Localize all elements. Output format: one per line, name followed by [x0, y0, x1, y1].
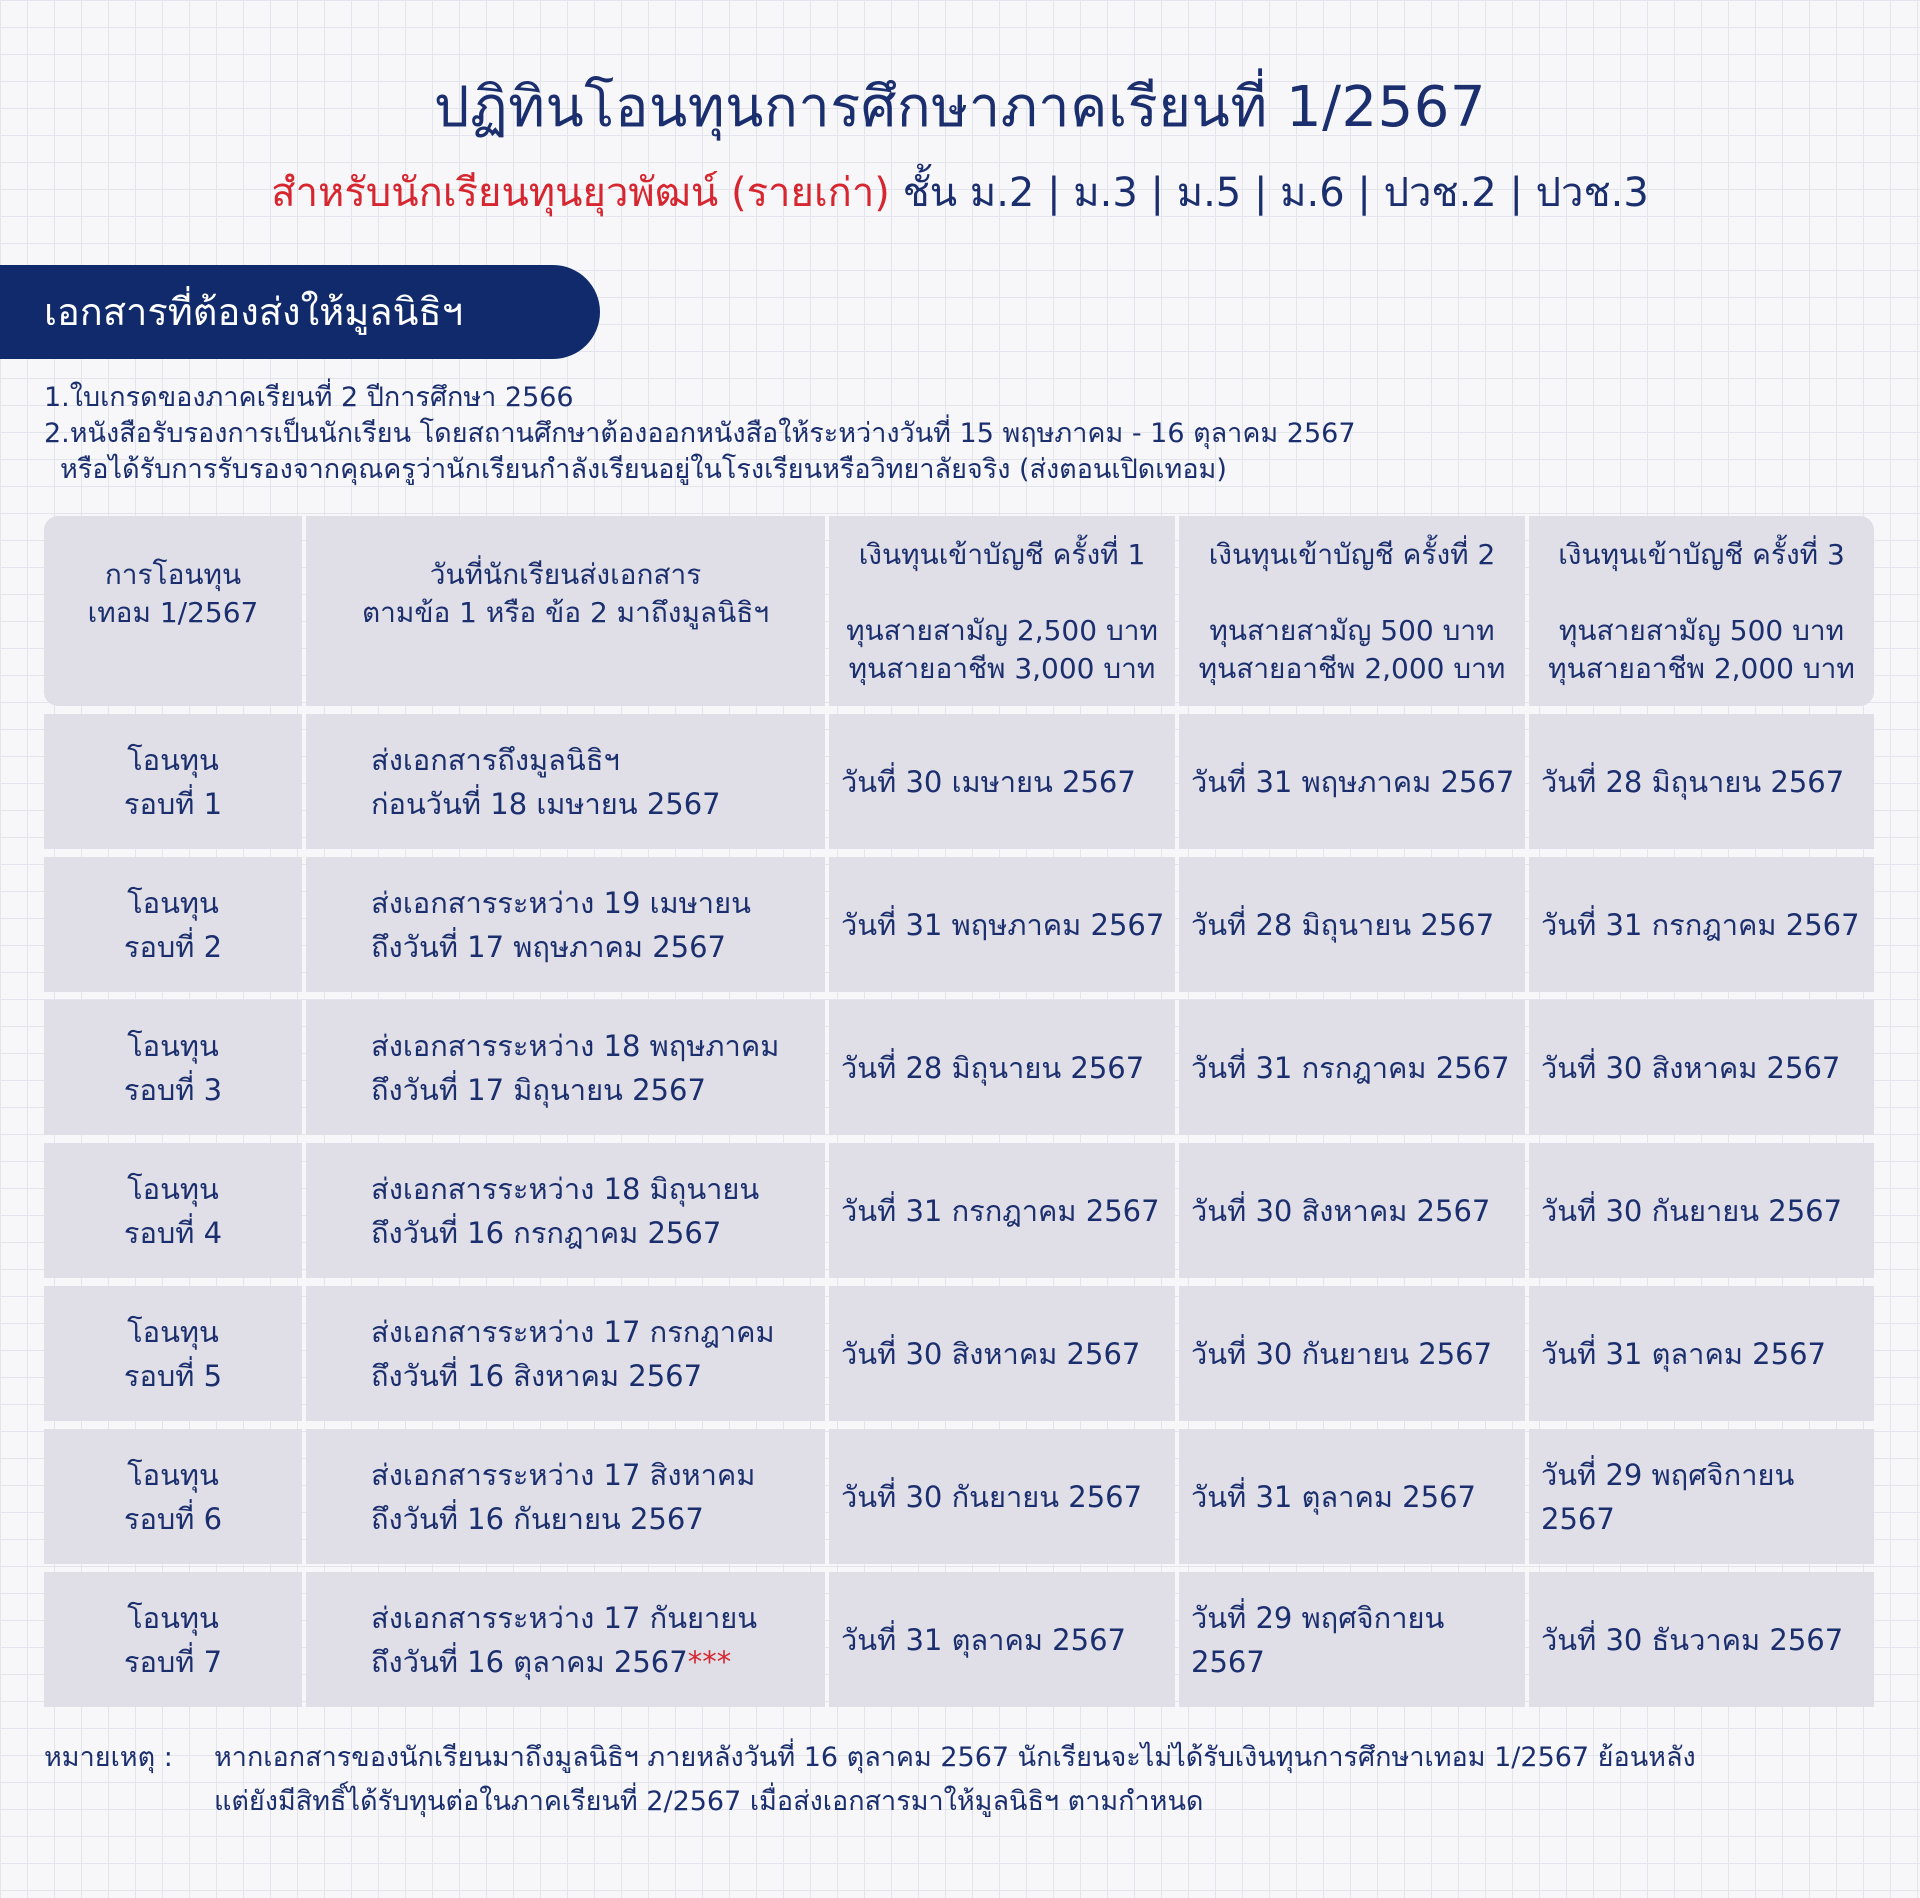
submit-cell: ส่งเอกสารระหว่าง 17 กรกฎาคม ถึงวันที่ 16 สิงหาคม 2567 [306, 1286, 825, 1421]
header-payment-3: เงินทุนเข้าบัญชี ครั้งที่ 3 ทุนสายสามัญ 500 บาท ทุนสายอาชีพ 2,000 บาท [1529, 516, 1874, 706]
payment-1-cell: วันที่ 31 พฤษภาคม 2567 [829, 857, 1175, 992]
round-cell: โอนทุน รอบที่ 7 [44, 1572, 302, 1707]
round-cell: โอนทุน รอบที่ 2 [44, 857, 302, 992]
page-subtitle [0, 160, 1920, 224]
table-row [44, 857, 1878, 992]
round-cell: โอนทุน รอบที่ 5 [44, 1286, 302, 1421]
section-banner: เอกสารที่ต้องส่งให้มูลนิธิฯ [0, 265, 600, 359]
payment-2-cell: วันที่ 30 สิงหาคม 2567 [1179, 1143, 1525, 1278]
round-cell: โอนทุน รอบที่ 6 [44, 1429, 302, 1564]
submit-cell: ส่งเอกสารระหว่าง 17 สิงหาคม ถึงวันที่ 16 กันยายน 2567 [306, 1429, 825, 1564]
round-cell: โอนทุน รอบที่ 4 [44, 1143, 302, 1278]
table-row [44, 1429, 1878, 1564]
payment-1-cell: วันที่ 30 กันยายน 2567 [829, 1429, 1175, 1564]
footnote-text: หากเอกสารของนักเรียนมาถึงมูลนิธิฯ ภายหลังวันที่ 16 ตุลาคม 2567 นักเรียนจะไม่ได้รับเงินทุนการศึกษาเทอม 1/2567 ย้อนหลัง แต่ยังมีสิทธิ์ได้รับทุนต่อในภาคเรียนที่ 2/2567 เมื่อส่งเอกสารมาให้มูลนิธิฯ ตามกำหนด [214, 1742, 1696, 1817]
payment-1-cell: วันที่ 28 มิถุนายน 2567 [829, 1000, 1175, 1135]
header-payment-2: เงินทุนเข้าบัญชี ครั้งที่ 2 ทุนสายสามัญ 500 บาท ทุนสายอาชีพ 2,000 บาท [1179, 516, 1525, 706]
page-title: ปฏิทินโอนทุนการศึกษาภาคเรียนที่ 1/2567 [433, 75, 1487, 140]
payment-1-cell: วันที่ 30 เมษายน 2567 [829, 714, 1175, 849]
submit-cell: ส่งเอกสารระหว่าง 18 มิถุนายน ถึงวันที่ 16 กรกฎาคม 2567 [306, 1143, 825, 1278]
payment-1-cell: วันที่ 31 ตุลาคม 2567 [829, 1572, 1175, 1707]
table-row [44, 714, 1878, 849]
subtitle-grades: ชั้น ม.2 | ม.3 | ม.5 | ม.6 | ปวช.2 | ปวช.3 [889, 170, 1649, 216]
document-item-2-continued: หรือได้รับการรับรองจากคุณครูว่านักเรียนกำลังเรียนอยู่ในโรงเรียนหรือวิทยาลัยจริง (ส่งตอนเปิดเทอม) [60, 454, 1227, 485]
submit-cell: ส่งเอกสารระหว่าง 18 พฤษภาคม ถึงวันที่ 17 มิถุนายน 2567 [306, 1000, 825, 1135]
table-row [44, 1000, 1878, 1135]
table-row [44, 1286, 1878, 1421]
payment-2-cell: วันที่ 29 พฤศจิกายน 2567 [1179, 1572, 1525, 1707]
payment-3-cell: วันที่ 28 มิถุนายน 2567 [1529, 714, 1874, 849]
round-cell: โอนทุน รอบที่ 3 [44, 1000, 302, 1135]
header-round: การโอนทุน เทอม 1/2567 [44, 516, 302, 706]
payment-3-cell: วันที่ 30 กันยายน 2567 [1529, 1143, 1874, 1278]
submit-cell: ส่งเอกสารถึงมูลนิธิฯ ก่อนวันที่ 18 เมษายน 2567 [306, 714, 825, 849]
header-payment-1: เงินทุนเข้าบัญชี ครั้งที่ 1 ทุนสายสามัญ 2,500 บาท ทุนสายอาชีพ 3,000 บาท [829, 516, 1175, 706]
payment-3-cell: วันที่ 31 ตุลาคม 2567 [1529, 1286, 1874, 1421]
payment-3-cell: วันที่ 29 พฤศจิกายน 2567 [1529, 1429, 1874, 1564]
payment-3-cell: วันที่ 31 กรกฎาคม 2567 [1529, 857, 1874, 992]
payment-2-cell: วันที่ 28 มิถุนายน 2567 [1179, 857, 1525, 992]
payment-3-cell: วันที่ 30 ธันวาคม 2567 [1529, 1572, 1874, 1707]
payment-2-cell: วันที่ 30 กันยายน 2567 [1179, 1286, 1525, 1421]
table-header-row [44, 516, 1878, 706]
payment-2-cell: วันที่ 31 ตุลาคม 2567 [1179, 1429, 1525, 1564]
footnote-label: หมายเหตุ : [44, 1742, 173, 1773]
document-item-1: 1.ใบเกรดของภาคเรียนที่ 2 ปีการศึกษา 2566 [44, 382, 574, 413]
schedule-table [44, 516, 1878, 1715]
submit-cell: ส่งเอกสารระหว่าง 19 เมษายน ถึงวันที่ 17 พฤษภาคม 2567 [306, 857, 825, 992]
round-cell: โอนทุน รอบที่ 1 [44, 714, 302, 849]
documents-list [44, 380, 1356, 488]
payment-3-cell: วันที่ 30 สิงหาคม 2567 [1529, 1000, 1874, 1135]
footnote [44, 1736, 1696, 1824]
payment-2-cell: วันที่ 31 พฤษภาคม 2567 [1179, 714, 1525, 849]
deadline-asterisk: *** [687, 1644, 732, 1679]
table-row [44, 1572, 1878, 1707]
payment-1-cell: วันที่ 31 กรกฎาคม 2567 [829, 1143, 1175, 1278]
document-item-2: 2.หนังสือรับรองการเป็นนักเรียน โดยสถานศึกษาต้องออกหนังสือให้ระหว่างวันที่ 15 พฤษภาคม - 16 ตุลาคม 2567 [44, 418, 1356, 449]
table-row [44, 1143, 1878, 1278]
submit-cell: ส่งเอกสารระหว่าง 17 กันยายน ถึงวันที่ 16 ตุลาคม 2567*** [306, 1572, 825, 1707]
payment-2-cell: วันที่ 31 กรกฎาคม 2567 [1179, 1000, 1525, 1135]
payment-1-cell: วันที่ 30 สิงหาคม 2567 [829, 1286, 1175, 1421]
header-submit-date: วันที่นักเรียนส่งเอกสาร ตามข้อ 1 หรือ ข้อ 2 มาถึงมูลนิธิฯ [306, 516, 825, 706]
subtitle-highlight: สำหรับนักเรียนทุนยุวพัฒน์ (รายเก่า) [271, 170, 890, 216]
